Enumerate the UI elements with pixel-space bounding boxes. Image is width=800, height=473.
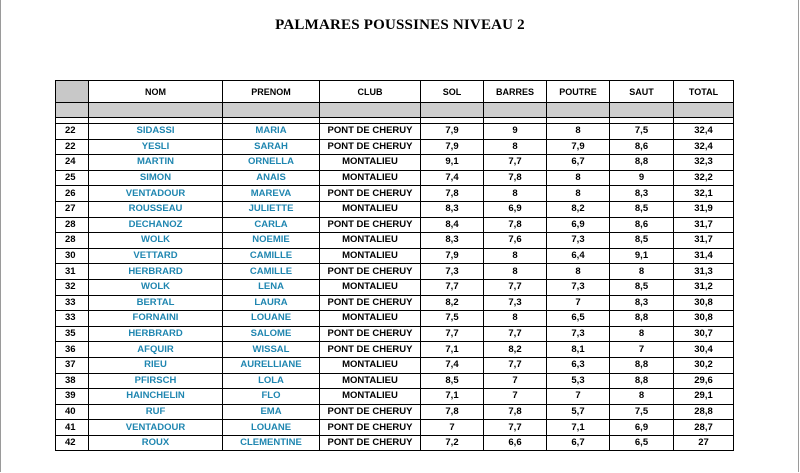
table-row [56, 435, 734, 451]
prenom-cell: JULIETTE [223, 201, 320, 217]
rank-cell: 42 [56, 435, 89, 451]
rank-cell: 37 [56, 357, 89, 373]
table-row [56, 420, 734, 436]
poutre-cell: 7,3 [547, 279, 610, 295]
table-row [56, 342, 734, 358]
sol-cell: 7,8 [421, 404, 484, 420]
total-cell: 30,4 [674, 342, 734, 358]
poutre-cell: 7,9 [547, 139, 610, 155]
poutre-cell: 8,1 [547, 342, 610, 358]
rank-cell: 26 [56, 186, 89, 202]
total-cell: 28,8 [674, 404, 734, 420]
poutre-cell: 6,7 [547, 155, 610, 171]
club-cell: MONTALIEU [320, 170, 421, 186]
barres-cell: 6,9 [484, 201, 547, 217]
barres-cell: 7,6 [484, 233, 547, 249]
club-cell: PONT DE CHERUY [320, 404, 421, 420]
header-total: TOTAL [674, 81, 734, 103]
gray-separator-row [56, 103, 734, 118]
sol-cell: 7,5 [421, 311, 484, 327]
poutre-cell: 5,3 [547, 373, 610, 389]
sol-cell: 8,4 [421, 217, 484, 233]
nom-cell: WOLK [89, 233, 223, 249]
sol-cell: 8,2 [421, 295, 484, 311]
sol-cell: 7,7 [421, 279, 484, 295]
nom-cell: YESLI [89, 139, 223, 155]
barres-cell: 7,8 [484, 404, 547, 420]
sol-cell: 7 [421, 420, 484, 436]
total-cell: 32,4 [674, 124, 734, 140]
poutre-cell: 6,3 [547, 357, 610, 373]
rank-cell: 38 [56, 373, 89, 389]
nom-cell: RIEU [89, 357, 223, 373]
sol-cell: 7,1 [421, 342, 484, 358]
rank-cell: 33 [56, 311, 89, 327]
total-cell: 31,9 [674, 201, 734, 217]
total-cell: 31,7 [674, 233, 734, 249]
table-row [56, 248, 734, 264]
club-cell: MONTALIEU [320, 155, 421, 171]
barres-cell: 9 [484, 124, 547, 140]
barres-cell: 7,7 [484, 326, 547, 342]
club-cell: PONT DE CHERUY [320, 326, 421, 342]
saut-cell: 7,5 [610, 404, 674, 420]
total-cell: 29,6 [674, 373, 734, 389]
nom-cell: WOLK [89, 279, 223, 295]
nom-cell: HERBRARD [89, 326, 223, 342]
saut-cell: 8,5 [610, 201, 674, 217]
club-cell: PONT DE CHERUY [320, 342, 421, 358]
total-cell: 30,8 [674, 295, 734, 311]
nom-cell: SIMON [89, 170, 223, 186]
total-cell: 28,7 [674, 420, 734, 436]
prenom-cell: CAMILLE [223, 248, 320, 264]
barres-cell: 8 [484, 311, 547, 327]
club-cell: PONT DE CHERUY [320, 264, 421, 280]
club-cell: MONTALIEU [320, 201, 421, 217]
table-row [56, 295, 734, 311]
nom-cell: VENTADOUR [89, 420, 223, 436]
prenom-cell: EMA [223, 404, 320, 420]
total-cell: 31,7 [674, 217, 734, 233]
barres-cell: 7,7 [484, 420, 547, 436]
sol-cell: 8,3 [421, 201, 484, 217]
table-row [56, 357, 734, 373]
prenom-cell: AURELLIANE [223, 357, 320, 373]
sol-cell: 9,1 [421, 155, 484, 171]
rank-cell: 28 [56, 217, 89, 233]
prenom-cell: LOUANE [223, 311, 320, 327]
saut-cell: 7 [610, 342, 674, 358]
table-row [56, 311, 734, 327]
barres-cell: 8 [484, 139, 547, 155]
nom-cell: HERBRARD [89, 264, 223, 280]
sol-cell: 7,4 [421, 357, 484, 373]
club-cell: MONTALIEU [320, 248, 421, 264]
poutre-cell: 8 [547, 186, 610, 202]
nom-cell: PFIRSCH [89, 373, 223, 389]
poutre-cell: 7 [547, 295, 610, 311]
header-barres: BARRES [484, 81, 547, 103]
total-cell: 32,2 [674, 170, 734, 186]
header-row [56, 81, 734, 103]
table-row [56, 124, 734, 140]
club-cell: PONT DE CHERUY [320, 420, 421, 436]
sol-cell: 7,8 [421, 186, 484, 202]
table-row [56, 217, 734, 233]
table-row [56, 264, 734, 280]
club-cell: PONT DE CHERUY [320, 124, 421, 140]
prenom-cell: CAMILLE [223, 264, 320, 280]
rank-cell: 31 [56, 264, 89, 280]
saut-cell: 8 [610, 389, 674, 405]
poutre-cell: 8 [547, 170, 610, 186]
table-row [56, 326, 734, 342]
sol-cell: 7,1 [421, 389, 484, 405]
sol-cell: 7,4 [421, 170, 484, 186]
rank-cell: 22 [56, 124, 89, 140]
nom-cell: DECHANOZ [89, 217, 223, 233]
sol-cell: 7,9 [421, 124, 484, 140]
prenom-cell: LAURA [223, 295, 320, 311]
prenom-cell: LENA [223, 279, 320, 295]
header-sol: SOL [421, 81, 484, 103]
rank-cell: 40 [56, 404, 89, 420]
saut-cell: 6,9 [610, 420, 674, 436]
barres-cell: 7,8 [484, 217, 547, 233]
poutre-cell: 6,9 [547, 217, 610, 233]
club-cell: PONT DE CHERUY [320, 295, 421, 311]
prenom-cell: CARLA [223, 217, 320, 233]
nom-cell: ROUSSEAU [89, 201, 223, 217]
club-cell: MONTALIEU [320, 279, 421, 295]
total-cell: 31,2 [674, 279, 734, 295]
rank-cell: 28 [56, 233, 89, 249]
club-cell: PONT DE CHERUY [320, 217, 421, 233]
prenom-cell: LOUANE [223, 420, 320, 436]
poutre-cell: 6,4 [547, 248, 610, 264]
saut-cell: 8,3 [610, 186, 674, 202]
barres-cell: 7,7 [484, 279, 547, 295]
sol-cell: 8,5 [421, 373, 484, 389]
poutre-cell: 7,1 [547, 420, 610, 436]
barres-cell: 7,7 [484, 357, 547, 373]
total-cell: 32,4 [674, 139, 734, 155]
poutre-cell: 6,5 [547, 311, 610, 327]
header-poutre: POUTRE [547, 81, 610, 103]
saut-cell: 8,6 [610, 139, 674, 155]
saut-cell: 8,5 [610, 279, 674, 295]
table-row [56, 404, 734, 420]
sol-cell: 7,3 [421, 264, 484, 280]
table-row [56, 233, 734, 249]
header-rank-cell [56, 81, 89, 103]
barres-cell: 8 [484, 186, 547, 202]
header-nom: NOM [89, 81, 223, 103]
total-cell: 31,4 [674, 248, 734, 264]
nom-cell: RUF [89, 404, 223, 420]
saut-cell: 9,1 [610, 248, 674, 264]
sol-cell: 8,3 [421, 233, 484, 249]
rank-cell: 41 [56, 420, 89, 436]
saut-cell: 9 [610, 170, 674, 186]
saut-cell: 7,5 [610, 124, 674, 140]
poutre-cell: 7,3 [547, 233, 610, 249]
barres-cell: 8 [484, 264, 547, 280]
rank-cell: 30 [56, 248, 89, 264]
table-row [56, 139, 734, 155]
table-row [56, 155, 734, 171]
rank-cell: 22 [56, 139, 89, 155]
total-cell: 32,3 [674, 155, 734, 171]
barres-cell: 7,7 [484, 155, 547, 171]
barres-cell: 8 [484, 248, 547, 264]
prenom-cell: FLO [223, 389, 320, 405]
prenom-cell: ORNELLA [223, 155, 320, 171]
rank-cell: 36 [56, 342, 89, 358]
nom-cell: AFQUIR [89, 342, 223, 358]
nom-cell: SIDASSI [89, 124, 223, 140]
saut-cell: 8,8 [610, 357, 674, 373]
sol-cell: 7,2 [421, 435, 484, 451]
sol-cell: 7,7 [421, 326, 484, 342]
rank-cell: 32 [56, 279, 89, 295]
sol-cell: 7,9 [421, 248, 484, 264]
barres-cell: 7,8 [484, 170, 547, 186]
prenom-cell: ANAIS [223, 170, 320, 186]
barres-cell: 7 [484, 373, 547, 389]
prenom-cell: SALOME [223, 326, 320, 342]
nom-cell: HAINCHELIN [89, 389, 223, 405]
rank-cell: 39 [56, 389, 89, 405]
table-row [56, 279, 734, 295]
poutre-cell: 8 [547, 264, 610, 280]
poutre-cell: 6,7 [547, 435, 610, 451]
barres-cell: 7 [484, 389, 547, 405]
saut-cell: 8 [610, 264, 674, 280]
prenom-cell: MAREVA [223, 186, 320, 202]
results-table [55, 80, 734, 451]
table-row [56, 186, 734, 202]
nom-cell: ROUX [89, 435, 223, 451]
header-club: CLUB [320, 81, 421, 103]
club-cell: PONT DE CHERUY [320, 435, 421, 451]
table-row [56, 201, 734, 217]
total-cell: 31,3 [674, 264, 734, 280]
total-cell: 30,8 [674, 311, 734, 327]
header-prenom: PRENOM [223, 81, 320, 103]
sol-cell: 7,9 [421, 139, 484, 155]
prenom-cell: NOEMIE [223, 233, 320, 249]
poutre-cell: 7 [547, 389, 610, 405]
nom-cell: VENTADOUR [89, 186, 223, 202]
rank-cell: 35 [56, 326, 89, 342]
total-cell: 32,1 [674, 186, 734, 202]
poutre-cell: 7,3 [547, 326, 610, 342]
nom-cell: MARTIN [89, 155, 223, 171]
prenom-cell: MARIA [223, 124, 320, 140]
club-cell: MONTALIEU [320, 357, 421, 373]
table-row [56, 373, 734, 389]
club-cell: MONTALIEU [320, 233, 421, 249]
club-cell: MONTALIEU [320, 311, 421, 327]
saut-cell: 8 [610, 326, 674, 342]
saut-cell: 6,5 [610, 435, 674, 451]
club-cell: PONT DE CHERUY [320, 139, 421, 155]
barres-cell: 6,6 [484, 435, 547, 451]
prenom-cell: SARAH [223, 139, 320, 155]
table-row [56, 389, 734, 405]
club-cell: PONT DE CHERUY [320, 186, 421, 202]
prenom-cell: LOLA [223, 373, 320, 389]
header-saut: SAUT [610, 81, 674, 103]
saut-cell: 8,8 [610, 373, 674, 389]
club-cell: MONTALIEU [320, 389, 421, 405]
prenom-cell: WISSAL [223, 342, 320, 358]
total-cell: 27 [674, 435, 734, 451]
nom-cell: FORNAINI [89, 311, 223, 327]
rank-cell: 25 [56, 170, 89, 186]
rank-cell: 33 [56, 295, 89, 311]
club-cell: MONTALIEU [320, 373, 421, 389]
rank-cell: 24 [56, 155, 89, 171]
poutre-cell: 8 [547, 124, 610, 140]
prenom-cell: CLEMENTINE [223, 435, 320, 451]
saut-cell: 8,5 [610, 233, 674, 249]
total-cell: 30,7 [674, 326, 734, 342]
barres-cell: 7,3 [484, 295, 547, 311]
saut-cell: 8,8 [610, 311, 674, 327]
total-cell: 30,2 [674, 357, 734, 373]
saut-cell: 8,3 [610, 295, 674, 311]
barres-cell: 8,2 [484, 342, 547, 358]
page-title: PALMARES POUSSINES NIVEAU 2 [275, 17, 525, 33]
nom-cell: BERTAL [89, 295, 223, 311]
poutre-cell: 5,7 [547, 404, 610, 420]
saut-cell: 8,8 [610, 155, 674, 171]
saut-cell: 8,6 [610, 217, 674, 233]
nom-cell: VETTARD [89, 248, 223, 264]
poutre-cell: 8,2 [547, 201, 610, 217]
total-cell: 29,1 [674, 389, 734, 405]
rank-cell: 27 [56, 201, 89, 217]
table-row [56, 170, 734, 186]
